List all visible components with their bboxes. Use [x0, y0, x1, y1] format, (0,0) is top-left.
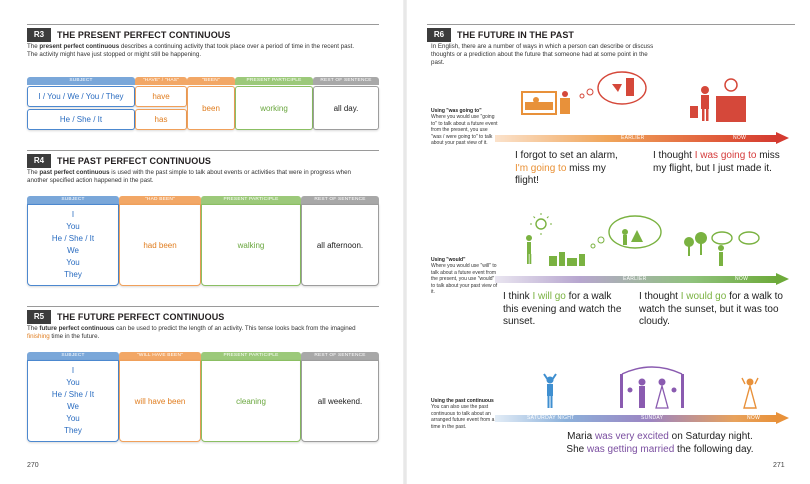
column-header: "HAD BEEN": [119, 196, 201, 204]
section-tag: R4: [27, 154, 51, 168]
town-icon: [549, 252, 585, 266]
subject: You: [66, 414, 80, 423]
column-header: REST OF SENTENCE: [301, 196, 379, 204]
timeline-earlier-now: [495, 274, 790, 284]
timeline-label: EARLIER: [621, 135, 645, 141]
sunset-walk-illustration: [517, 212, 772, 272]
been-cell: been: [187, 86, 235, 130]
aux-cell: will have been: [119, 360, 201, 442]
participle-cell: cleaning: [201, 360, 301, 442]
subjects-cell: [27, 360, 119, 442]
note-was-going-to: Using "was going to" Where you would use "going to" to talk about a future event from the present, you use "was / were going to" to talk about your past view of it.: [431, 108, 498, 147]
subject: I: [71, 210, 75, 219]
example-sentence: I think I will go for a walk this evening and watch the sunset.: [503, 291, 622, 328]
timeline-label: NOW: [733, 135, 747, 141]
section-r3-header: [27, 24, 379, 42]
sun-icon: [530, 213, 552, 235]
section-r6-header: [427, 24, 795, 42]
column-header: SUBJECT: [27, 352, 119, 360]
section-title: THE PAST PERFECT CONTINUOUS: [57, 156, 212, 166]
subjects-cell: [27, 204, 119, 286]
column-header: SUBJECT: [27, 77, 135, 85]
section-r6-description: In English, there are a number of ways in which a person can describe or discuss thoughts or a prediction about the future that someone had at some point in the past.: [431, 43, 654, 67]
cloudy-trees-icon: [684, 232, 759, 266]
subject-cell: He / She / It: [27, 109, 135, 130]
section-tag: R5: [27, 310, 51, 324]
subject: He / She / It: [51, 390, 95, 399]
excited-person-icon: [544, 374, 556, 408]
section-r5-header: [27, 306, 379, 324]
bed-icon: [522, 91, 570, 114]
timeline-saturday-sunday-now: [495, 413, 790, 423]
thought-bubble-icon: [591, 216, 661, 248]
aux-cell: has: [135, 109, 187, 130]
r3-table: [27, 77, 379, 133]
column-header: PRESENT PARTICIPLE: [235, 77, 313, 85]
rest-cell: all afternoon.: [301, 204, 379, 286]
aux-cell: have: [135, 86, 187, 107]
section-r4-header: [27, 150, 379, 168]
section-title: THE FUTURE PERFECT CONTINUOUS: [57, 312, 225, 322]
example-sentence: I forgot to set an alarm, I'm going to miss my flight!: [515, 150, 618, 187]
subject: We: [67, 246, 79, 255]
timeline-label: SUNDAY: [641, 415, 664, 421]
wedding-illustration: [530, 360, 780, 412]
subject: They: [64, 426, 82, 435]
example-sentence: I thought I was going to miss my flight, but I just made it.: [653, 150, 780, 174]
section-r4-description: The past perfect continuous is used with the past simple to talk about events or activities that were in progress when another specified action happened in the past.: [27, 169, 351, 185]
page-number: 271: [773, 462, 785, 469]
section-title: THE PRESENT PERFECT CONTINUOUS: [57, 30, 231, 40]
right-page: [405, 0, 810, 484]
subject: He / She / It: [51, 234, 95, 243]
section-r3-description: The present perfect continuous describes a continuing activity that took place over a period of time in the recent past. The activity might have just stopped or might still be happening.: [27, 43, 355, 59]
column-header: SUBJECT: [27, 196, 119, 204]
rest-cell: all day.: [313, 86, 379, 130]
subject: You: [66, 222, 80, 231]
column-header: PRESENT PARTICIPLE: [201, 196, 301, 204]
column-header: REST OF SENTENCE: [301, 352, 379, 360]
section-tag: R6: [427, 28, 451, 42]
rest-cell: all weekend.: [301, 360, 379, 442]
column-header: PRESENT PARTICIPLE: [201, 352, 301, 360]
column-header: "BEEN": [187, 77, 235, 85]
subject: I: [71, 366, 75, 375]
r5-table: [27, 352, 379, 444]
note-past-continuous: Using the past continuous You can also use the past continuous to talk about an arranged future event from a time in the past.: [431, 398, 495, 430]
note-would: Using "would" Where you would use "will" to talk about a future event from the present, you use "would" to talk about your past view of it.: [431, 257, 498, 296]
column-header: "HAVE" / "HAS": [135, 77, 187, 85]
timeline-label: NOW: [747, 415, 761, 421]
subject: You: [66, 378, 80, 387]
thought-bubble-icon: [580, 72, 646, 104]
column-header: REST OF SENTENCE: [313, 77, 379, 85]
page-number: 270: [27, 462, 39, 469]
timeline-label: SATURDAY NIGHT: [527, 415, 575, 421]
timeline-label: NOW: [735, 276, 749, 282]
participle-cell: walking: [201, 204, 301, 286]
wedding-couple-icon: [620, 367, 684, 408]
subject-cell: I / You / We / You / They: [27, 86, 135, 107]
traveler-at-desk-icon: [690, 79, 746, 122]
participle-cell: working: [235, 86, 313, 130]
subject: You: [66, 258, 80, 267]
subject: They: [64, 270, 82, 279]
example-sentence: She was getting married the following day.: [566, 444, 754, 455]
aux-cell: had been: [119, 204, 201, 286]
r4-table: [27, 196, 379, 288]
airport-illustration: [520, 70, 770, 132]
example-sentence: I thought I would go for a walk to watch the sunset, but it was too cloudy.: [639, 291, 783, 328]
subject: We: [67, 402, 79, 411]
section-r5-description: The future perfect continuous can be used to predict the length of an activity. This tense looks back from the imagined finishing time in the future.: [27, 325, 356, 341]
example-sentence: Maria was very excited on Saturday night.: [567, 431, 753, 442]
person-walking-icon: [526, 235, 532, 264]
bride-icon: [742, 378, 758, 408]
section-title: THE FUTURE IN THE PAST: [457, 30, 575, 40]
timeline-earlier-now: [495, 133, 790, 143]
column-header: "WILL HAVE BEEN": [119, 352, 201, 360]
section-tag: R3: [27, 28, 51, 42]
timeline-label: EARLIER: [623, 276, 647, 282]
